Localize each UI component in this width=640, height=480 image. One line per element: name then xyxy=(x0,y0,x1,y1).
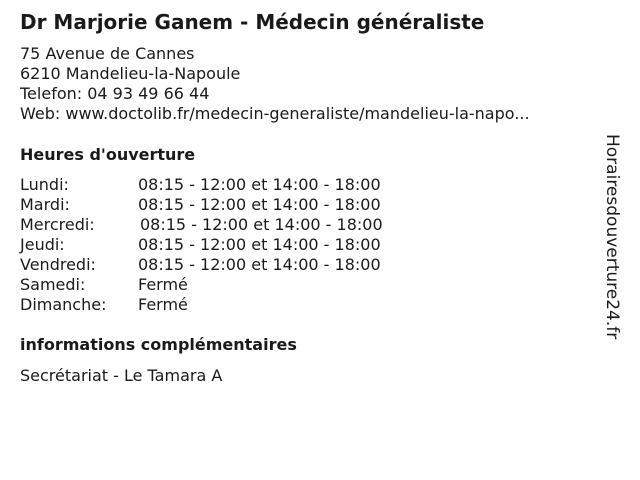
hours-value: 08:15 - 12:00 et 14:00 - 18:00 xyxy=(138,255,381,274)
hours-row-vendredi xyxy=(20,255,383,275)
hours-row-samedi xyxy=(20,275,383,295)
day-label: Vendredi: xyxy=(20,255,96,274)
hours-value: Fermé xyxy=(138,275,188,294)
hours-row-jeudi xyxy=(20,235,383,255)
opening-hours-heading: Heures d'ouverture xyxy=(20,145,196,164)
website-link[interactable]: Web: www.doctolib.fr/medecin-generaliste/mandelieu-la-napo... xyxy=(20,104,530,123)
additional-info-text: Secrétariat - Le Tamara A xyxy=(20,366,223,385)
hours-value: 08:15 - 12:00 et 14:00 - 18:00 xyxy=(138,195,381,214)
page-title: Dr Marjorie Ganem - Médecin généraliste xyxy=(20,10,485,34)
hours-value: 08:15 - 12:00 et 14:00 - 18:00 xyxy=(140,215,383,234)
day-label: Samedi: xyxy=(20,275,86,294)
hours-row-mardi xyxy=(20,195,383,215)
address-block xyxy=(20,44,530,124)
hours-row-lundi xyxy=(20,175,383,195)
day-label: Mercredi: xyxy=(20,215,95,234)
city-address: 6210 Mandelieu-la-Napoule xyxy=(20,64,241,83)
day-label: Mardi: xyxy=(20,195,70,214)
opening-hours-table xyxy=(20,175,383,315)
street-address: 75 Avenue de Cannes xyxy=(20,44,195,63)
brand-watermark: Horairesdouverture24.fr xyxy=(602,134,622,340)
hours-value: 08:15 - 12:00 et 14:00 - 18:00 xyxy=(138,175,381,194)
hours-row-mercredi xyxy=(20,215,383,235)
day-label: Dimanche: xyxy=(20,295,107,314)
day-label: Lundi: xyxy=(20,175,69,194)
hours-value: Fermé xyxy=(138,295,188,314)
hours-row-dimanche xyxy=(20,295,383,315)
day-label: Jeudi: xyxy=(20,235,65,254)
phone-number[interactable]: Telefon: 04 93 49 66 44 xyxy=(20,84,210,103)
additional-info-heading: informations complémentaires xyxy=(20,335,297,354)
hours-value: 08:15 - 12:00 et 14:00 - 18:00 xyxy=(138,235,381,254)
